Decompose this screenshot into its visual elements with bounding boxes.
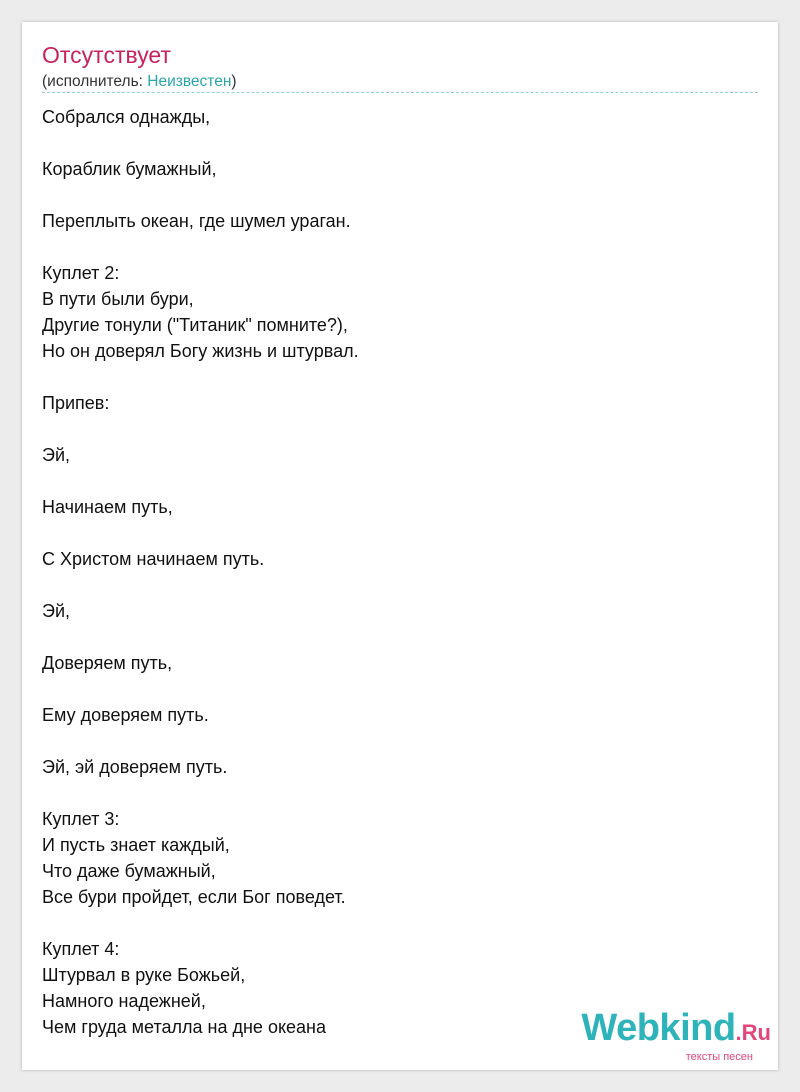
lyric-line: Припев: (42, 393, 110, 413)
logo-main-text: Webkind (581, 1007, 736, 1049)
lyrics-text (42, 104, 742, 1040)
lyric-line: Собрался однажды, (42, 107, 211, 127)
performer-line (42, 73, 237, 91)
lyric-line (42, 780, 742, 806)
lyric-line: Эй, (42, 445, 70, 465)
lyric-line: Ему доверяем путь. (42, 705, 209, 725)
header-divider (42, 92, 758, 93)
lyric-line (42, 520, 742, 546)
song-title: Отсутствует (42, 42, 171, 68)
lyric-line: Чем груда металла на дне океана (42, 1017, 327, 1037)
lyric-line: Что даже бумажный, (42, 861, 216, 881)
lyric-line: Куплет 2: (42, 263, 120, 283)
lyric-line (42, 182, 742, 208)
performer-prefix: (исполнитель: (42, 73, 148, 90)
lyric-line (42, 468, 742, 494)
lyric-line: Переплыть океан, где шумел ураган. (42, 211, 351, 231)
lyric-line (42, 130, 742, 156)
lyric-line: Намного надежней, (42, 991, 206, 1011)
lyric-line: Эй, эй доверяем путь. (42, 757, 228, 777)
lyric-line: С Христом начинаем путь. (42, 549, 265, 569)
webkind-logo (571, 1007, 771, 1051)
lyric-line (42, 676, 742, 702)
lyric-line (42, 234, 742, 260)
lyric-line: Куплет 3: (42, 809, 120, 829)
lyric-line (42, 364, 742, 390)
lyric-line: И пусть знает каждый, (42, 835, 230, 855)
lyric-line (42, 416, 742, 442)
logo-suffix-text: .Ru (735, 1020, 771, 1045)
lyric-line: Куплет 4: (42, 939, 120, 959)
site-watermark (571, 1007, 771, 1063)
lyric-line: Доверяем путь, (42, 653, 173, 673)
lyric-line: Штурвал в руке Божьей, (42, 965, 246, 985)
lyric-line: Эй, (42, 601, 70, 621)
lyric-line (42, 572, 742, 598)
performer-link[interactable]: Неизвестен (147, 73, 232, 90)
logo-tagline: тексты песен (685, 1051, 753, 1063)
lyric-line: Но он доверял Богу жизнь и штурвал. (42, 341, 359, 361)
lyric-line: Кораблик бумажный, (42, 159, 217, 179)
lyric-line: В пути были бури, (42, 289, 194, 309)
lyrics-page (22, 22, 778, 1070)
lyric-line (42, 624, 742, 650)
lyric-line (42, 910, 742, 936)
lyric-line (42, 728, 742, 754)
lyric-line: Все бури пройдет, если Бог поведет. (42, 887, 346, 907)
performer-suffix: ) (231, 73, 237, 90)
lyric-line: Другие тонули ("Титаник" помните?), (42, 315, 348, 335)
lyric-line: Начинаем путь, (42, 497, 173, 517)
